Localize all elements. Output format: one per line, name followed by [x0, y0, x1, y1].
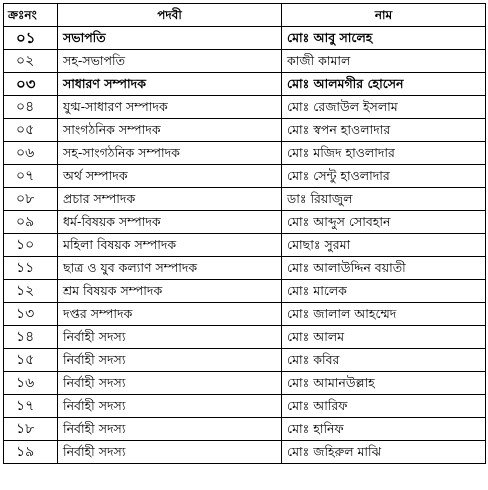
serial-cell: ০৬: [4, 142, 58, 165]
name-cell: মোঃ আলম: [282, 326, 486, 349]
name-cell: মোঃ মালেক: [282, 280, 486, 303]
name-cell: মোঃ আবু সালেহ: [282, 27, 486, 50]
title-cell: যুগ্ম-সাধারণ সম্পাদক: [58, 96, 282, 119]
serial-cell: ০৫: [4, 119, 58, 142]
title-cell: নির্বাহী সদস্য: [58, 326, 282, 349]
table-row: [4, 50, 486, 73]
title-cell: সহ-সভাপতি: [58, 50, 282, 73]
serial-cell: ১৫: [4, 349, 58, 372]
table-row: [4, 96, 486, 119]
name-cell: মোঃ স্বপন হাওলাদার: [282, 119, 486, 142]
name-cell: মোঃ আলাউদ্দিন বয়াতী: [282, 257, 486, 280]
title-cell: নির্বাহী সদস্য: [58, 395, 282, 418]
title-cell: ধর্ম-বিষয়ক সম্পাদক: [58, 211, 282, 234]
title-cell: সভাপতি: [58, 27, 282, 50]
table-row: [4, 211, 486, 234]
serial-cell: ০৭: [4, 165, 58, 188]
name-cell: মোঃ আমানউল্লাহ: [282, 372, 486, 395]
name-cell: মোঃ আলমগীর হোসেন: [282, 73, 486, 96]
table-header: [4, 4, 486, 27]
name-cell: মোঃ মজিদ হাওলাদার: [282, 142, 486, 165]
serial-cell: ১৯: [4, 441, 58, 464]
table-row: [4, 349, 486, 372]
header-name: নাম: [282, 4, 486, 27]
title-cell: প্রচার সম্পাদক: [58, 188, 282, 211]
serial-cell: ১৬: [4, 372, 58, 395]
table-row: [4, 119, 486, 142]
serial-cell: ১১: [4, 257, 58, 280]
name-cell: মোঃ আব্দুস সোবহান: [282, 211, 486, 234]
table-row: [4, 303, 486, 326]
name-cell: মোঃ রেজাউল ইসলাম: [282, 96, 486, 119]
title-cell: ছাত্র ও যুব কল্যাণ সম্পাদক: [58, 257, 282, 280]
name-cell: মোঃ হানিফ: [282, 418, 486, 441]
title-cell: নির্বাহী সদস্য: [58, 349, 282, 372]
serial-cell: ০৪: [4, 96, 58, 119]
title-cell: সাধারণ সম্পাদক: [58, 73, 282, 96]
table-row: [4, 27, 486, 50]
table-row: [4, 418, 486, 441]
serial-cell: ০৩: [4, 73, 58, 96]
table-row: [4, 280, 486, 303]
title-cell: নির্বাহী সদস্য: [58, 418, 282, 441]
serial-cell: ১৪: [4, 326, 58, 349]
name-cell: মোঃ জহিরুল মাঝি: [282, 441, 486, 464]
title-cell: সহ-সাংগঠনিক সম্পাদক: [58, 142, 282, 165]
title-cell: অর্থ সম্পাদক: [58, 165, 282, 188]
serial-cell: ০২: [4, 50, 58, 73]
title-cell: নির্বাহী সদস্য: [58, 372, 282, 395]
title-cell: সাংগঠনিক সম্পাদক: [58, 119, 282, 142]
name-cell: মোঃ জালাল আহম্মেদ: [282, 303, 486, 326]
title-cell: মহিলা বিষয়ক সম্পাদক: [58, 234, 282, 257]
committee-table: [3, 3, 486, 464]
serial-cell: ০৯: [4, 211, 58, 234]
serial-cell: ১২: [4, 280, 58, 303]
name-cell: মোছাঃ সুরমা: [282, 234, 486, 257]
header-serial: ক্রঃনং: [4, 4, 58, 27]
name-cell: কাজী কামাল: [282, 50, 486, 73]
serial-cell: ১০: [4, 234, 58, 257]
table-row: [4, 73, 486, 96]
table-row: [4, 395, 486, 418]
table-row: [4, 441, 486, 464]
title-cell: শ্রম বিষয়ক সম্পাদক: [58, 280, 282, 303]
name-cell: মোঃ আরিফ: [282, 395, 486, 418]
header-title: পদবী: [58, 4, 282, 27]
table-row: [4, 234, 486, 257]
table-row: [4, 142, 486, 165]
serial-cell: ১৩: [4, 303, 58, 326]
table-row: [4, 257, 486, 280]
header-row: [4, 4, 486, 27]
table-row: [4, 188, 486, 211]
name-cell: মোঃ সেন্টু হাওলাদার: [282, 165, 486, 188]
name-cell: ডাঃ রিয়াজুল: [282, 188, 486, 211]
serial-cell: ১৭: [4, 395, 58, 418]
table-row: [4, 165, 486, 188]
serial-cell: ০৮: [4, 188, 58, 211]
table-row: [4, 372, 486, 395]
table-row: [4, 326, 486, 349]
serial-cell: ০১: [4, 27, 58, 50]
title-cell: নির্বাহী সদস্য: [58, 441, 282, 464]
title-cell: দপ্তর সম্পাদক: [58, 303, 282, 326]
serial-cell: ১৮: [4, 418, 58, 441]
name-cell: মোঃ কবির: [282, 349, 486, 372]
table-body: [4, 27, 486, 464]
